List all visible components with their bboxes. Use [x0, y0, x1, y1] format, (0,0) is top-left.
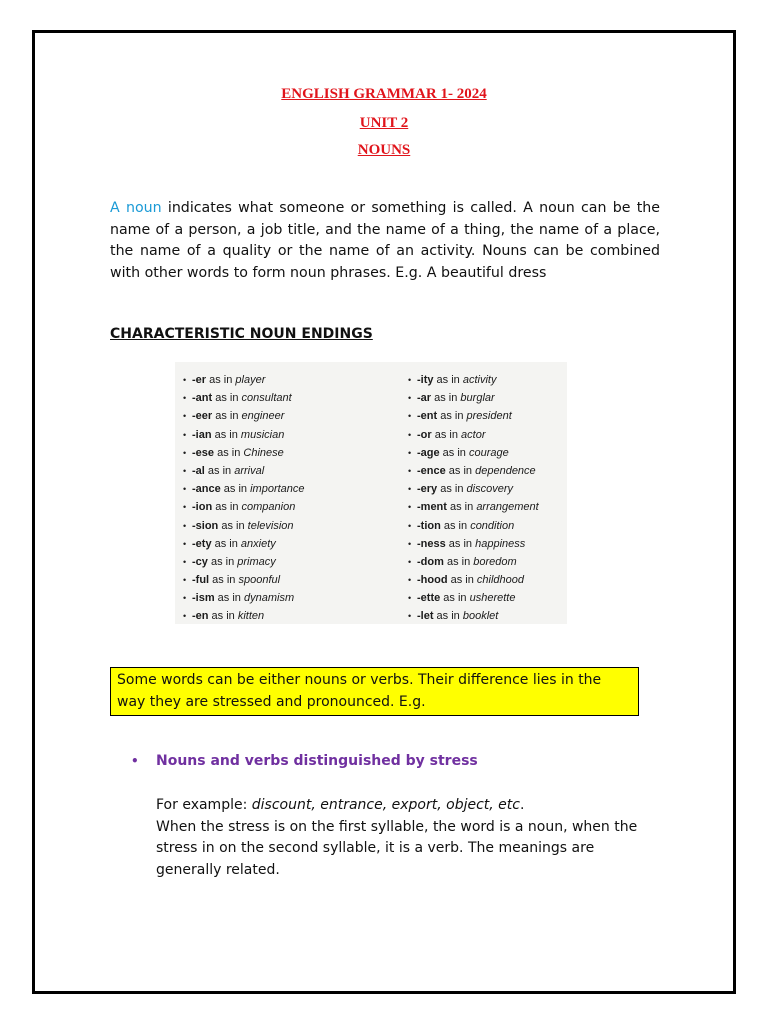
ending-connector: as in: [212, 501, 242, 514]
noun-ending-item: [408, 407, 539, 425]
bullet-icon: •: [408, 556, 412, 567]
ending-connector: as in: [207, 555, 238, 568]
bullet-icon: •: [183, 502, 187, 513]
ending-suffix: -ness: [417, 537, 446, 550]
ending-connector: as in: [437, 483, 467, 496]
ending-example: dependence: [475, 464, 536, 477]
ending-example: dynamism: [243, 592, 295, 605]
noun-ending-item: [408, 498, 539, 516]
ending-suffix: -age: [417, 446, 440, 459]
ending-suffix: -al: [192, 464, 205, 477]
bullet-icon: •: [183, 593, 187, 604]
noun-endings-image: [175, 362, 567, 624]
example-prefix: For example:: [156, 797, 252, 813]
example-suffix: .: [519, 797, 525, 813]
noun-ending-item: [183, 444, 305, 462]
ending-connector: as in: [212, 410, 242, 423]
ending-example: boredom: [473, 555, 517, 568]
ending-connector: as in: [439, 446, 469, 459]
highlighted-note: Some words can be either nouns or verbs. Their difference lies in the way they are stressed and pronounced. E.g.: [110, 667, 639, 716]
noun-ending-item: [183, 407, 305, 425]
noun-ending-item: [183, 517, 305, 535]
ending-example: childhood: [476, 574, 524, 587]
unit-heading: UNIT 2: [359, 115, 409, 131]
ending-example: television: [247, 519, 294, 532]
ending-connector: as in: [211, 537, 241, 550]
ending-example: importance: [250, 483, 305, 496]
ending-connector: as in: [437, 410, 467, 423]
ending-example: president: [466, 410, 512, 423]
endings-section-title: CHARACTERISTIC NOUN ENDINGS: [110, 326, 373, 342]
noun-ending-item: [408, 426, 539, 444]
bullet-icon: •: [408, 375, 412, 385]
noun-ending-item: [183, 589, 305, 607]
ending-connector: as in: [209, 574, 239, 587]
ending-example: player: [235, 374, 266, 386]
ending-example: engineer: [241, 410, 285, 423]
noun-ending-item: [408, 517, 539, 535]
noun-ending-item: [408, 553, 539, 571]
ending-connector: as in: [212, 392, 242, 405]
ending-suffix: -dom: [417, 555, 444, 568]
ending-suffix: -ance: [192, 483, 221, 496]
ending-suffix: -ful: [192, 574, 210, 587]
noun-ending-item: [183, 371, 305, 389]
ending-suffix: -ent: [417, 410, 438, 423]
bullet-icon: •: [408, 429, 412, 440]
intro-text: indicates what someone or something is called. A noun can be the name of a person, a job title, and the name of a thing, the name of a place, the name of a quality or the name of an activity. Nouns can be combined with other words to form noun phrases. E.g. A beautiful dress: [110, 200, 661, 281]
bullet-icon: •: [183, 429, 187, 440]
stress-subheading-text: Nouns and verbs distinguished by stress: [156, 753, 478, 769]
bullet-icon: •: [183, 411, 187, 422]
endings-right-column: [408, 371, 539, 626]
bullet-icon: •: [408, 575, 412, 586]
ending-connector: as in: [218, 519, 248, 532]
topic-heading: NOUNS: [357, 142, 411, 158]
noun-ending-item: [408, 589, 539, 607]
ending-example: anxiety: [240, 537, 276, 550]
noun-ending-item: [408, 444, 539, 462]
noun-ending-item: [183, 480, 305, 498]
ending-suffix: -ion: [192, 501, 213, 514]
bullet-icon: •: [183, 538, 187, 549]
intro-paragraph: [110, 198, 660, 284]
intro-term: A noun: [110, 200, 162, 216]
bullet-icon: •: [408, 393, 412, 404]
bullet-icon: •: [183, 447, 187, 458]
ending-suffix: -or: [417, 428, 432, 441]
ending-suffix: -ety: [192, 537, 212, 550]
ending-suffix: -cy: [192, 555, 208, 568]
ending-example: arrival: [234, 464, 265, 477]
ending-suffix: -ery: [417, 483, 438, 496]
noun-ending-item: [183, 553, 305, 571]
bullet-icon: •: [183, 375, 187, 385]
ending-connector: as in: [433, 374, 463, 386]
ending-connector: as in: [433, 610, 463, 623]
noun-ending-item: [183, 498, 305, 516]
example-line: [156, 795, 660, 817]
bullet-icon: •: [183, 465, 187, 476]
ending-example: spoonful: [238, 574, 281, 587]
ending-connector: as in: [440, 592, 470, 605]
stress-explanation: [156, 795, 660, 881]
ending-connector: as in: [445, 537, 476, 550]
noun-ending-item: [183, 535, 305, 553]
noun-ending-item: [408, 389, 539, 407]
ending-example: musician: [240, 428, 285, 441]
noun-ending-item: [408, 571, 539, 589]
noun-ending-item: [183, 571, 305, 589]
bullet-icon: •: [183, 393, 187, 404]
ending-connector: as in: [431, 428, 462, 441]
ending-suffix: -ian: [192, 428, 212, 441]
ending-example: actor: [461, 428, 486, 441]
ending-connector: as in: [206, 374, 236, 386]
ending-suffix: -ity: [417, 374, 434, 386]
explanation-text: When the stress is on the first syllable, the word is a noun, when the stress in on the second syllable, it is a verb. The meanings are generally related.: [156, 818, 638, 878]
ending-connector: as in: [443, 555, 474, 568]
ending-connector: as in: [211, 428, 241, 441]
bullet-icon: •: [408, 593, 412, 604]
ending-connector: as in: [220, 483, 251, 496]
bullet-icon: •: [183, 575, 187, 586]
bullet-icon: •: [408, 411, 412, 422]
bullet-icon: •: [408, 447, 412, 458]
ending-connector: as in: [214, 592, 244, 605]
document-title: ENGLISH GRAMMAR 1- 2024: [281, 86, 487, 102]
ending-connector: as in: [447, 574, 477, 587]
noun-ending-item: [408, 607, 539, 625]
noun-ending-item: [183, 389, 305, 407]
stress-subheading: [131, 753, 478, 769]
bullet-icon: •: [408, 484, 412, 495]
ending-suffix: -ese: [192, 446, 215, 459]
ending-example: courage: [468, 446, 509, 459]
ending-suffix: -sion: [192, 519, 219, 532]
endings-left-column: [183, 371, 305, 626]
ending-suffix: -er: [192, 374, 207, 386]
ending-example: Chinese: [243, 446, 284, 459]
ending-suffix: -ment: [417, 501, 447, 514]
noun-ending-item: [408, 535, 539, 553]
ending-example: companion: [241, 501, 296, 514]
ending-suffix: -ence: [417, 464, 446, 477]
ending-connector: as in: [208, 610, 238, 623]
ending-example: activity: [462, 374, 497, 386]
ending-example: kitten: [237, 610, 265, 623]
noun-ending-item: [408, 462, 539, 480]
ending-example: booklet: [462, 610, 499, 623]
bullet-icon: •: [408, 611, 412, 622]
bullet-icon: •: [408, 502, 412, 513]
ending-suffix: -ism: [192, 592, 215, 605]
ending-example: consultant: [241, 392, 292, 405]
ending-example: primacy: [237, 555, 276, 568]
noun-ending-item: [183, 462, 305, 480]
example-words: discount, entrance, export, object, etc: [251, 797, 520, 813]
ending-connector: as in: [440, 519, 471, 532]
ending-connector: as in: [445, 464, 476, 477]
noun-ending-item: [408, 480, 539, 498]
ending-suffix: -hood: [417, 574, 448, 587]
ending-example: arrangement: [476, 501, 539, 514]
ending-example: happiness: [475, 537, 526, 550]
bullet-icon: •: [183, 556, 187, 567]
ending-suffix: -let: [417, 610, 434, 623]
ending-suffix: -ar: [417, 392, 432, 405]
ending-connector: as in: [204, 464, 235, 477]
bullet-icon: •: [131, 754, 139, 768]
ending-suffix: -en: [192, 610, 209, 623]
bullet-icon: •: [183, 611, 187, 622]
ending-example: usherette: [469, 592, 516, 605]
ending-suffix: -ette: [417, 592, 441, 605]
ending-connector: as in: [214, 446, 244, 459]
noun-ending-item: [183, 426, 305, 444]
noun-ending-item: [183, 607, 305, 625]
ending-example: discovery: [466, 483, 514, 496]
ending-example: condition: [470, 519, 515, 532]
ending-connector: as in: [446, 501, 477, 514]
ending-suffix: -eer: [192, 410, 213, 423]
bullet-icon: •: [408, 538, 412, 549]
noun-ending-item: [408, 371, 539, 389]
ending-connector: as in: [431, 392, 461, 405]
ending-suffix: -tion: [417, 519, 441, 532]
bullet-icon: •: [408, 465, 412, 476]
bullet-icon: •: [183, 520, 187, 531]
bullet-icon: •: [408, 520, 412, 531]
bullet-icon: •: [183, 484, 187, 495]
ending-example: burglar: [460, 392, 495, 405]
ending-suffix: -ant: [192, 392, 213, 405]
